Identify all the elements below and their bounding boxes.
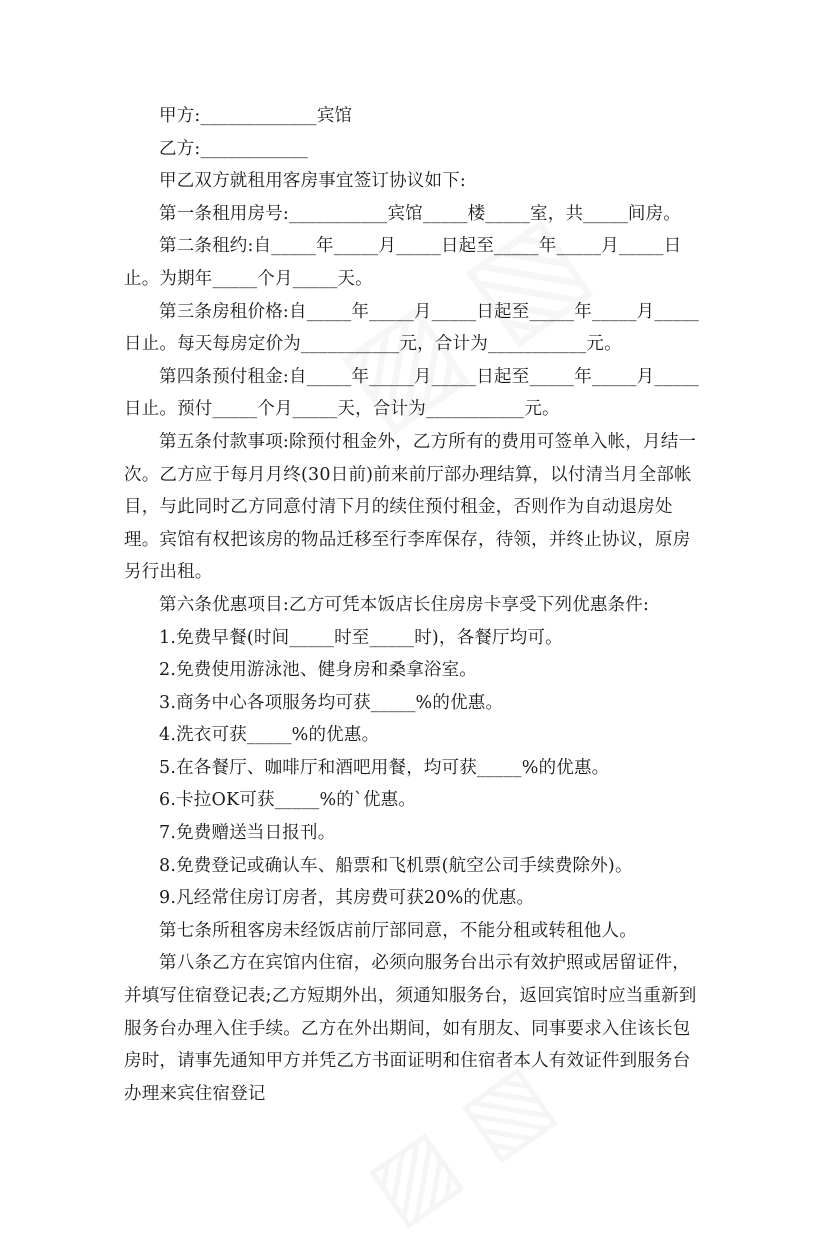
agreement-intro: 甲乙双方就租用客房事宜签订协议如下: bbox=[159, 171, 466, 192]
benefit-item: 9.凡经常住房订房者，其房费可获20%的优惠。 bbox=[159, 888, 535, 909]
article-5: 第五条付款事项:除预付租金外，乙方所有的费用可签单入帐，月结一次。乙方应于每月月终(30日前)前来前厅部办理结算，以付清当月全部帐目，与此同时乙方同意付清下月的续住预付租金，否则作为自动退房处理。宾馆有权把该房的物品迁移至行李库保存，待领，并终止协议，原房另行出租。 bbox=[124, 431, 697, 583]
party-b-line: 乙方:____________ bbox=[159, 138, 308, 159]
document-body bbox=[124, 100, 700, 1110]
article-7: 第七条所租客房未经饭店前厅部同意，不能分租或转租他人。 bbox=[159, 920, 637, 941]
article-8: 第八条乙方在宾馆内住宿，必须向服务台出示有效护照或居留证件，并填写住宿登记表;乙方短期外出，须通知服务台，返回宾馆时应当重新到服务台办理入住手续。乙方在外出期间，如有朋友、同事要求入住该长包房时，请事先通知甲方并凭乙方书面证明和住宿者本人有效证件到服务台办理来宾住宿登记 bbox=[124, 953, 697, 1104]
article-3: 第三条房租价格:自_____年_____月_____日起至_____年_____月_____日止。每天每房定价为___________元，合计为___________元。 bbox=[124, 301, 700, 355]
benefit-item: 6.卡拉OK可获_____%的`优惠。 bbox=[159, 790, 417, 811]
benefit-item: 8.免费登记或确认车、船票和飞机票(航空公司手续费除外)。 bbox=[159, 855, 633, 876]
benefit-item: 3.商务中心各项服务均可获_____%的优惠。 bbox=[159, 692, 504, 713]
benefit-item: 5.在各餐厅、咖啡厅和酒吧用餐，均可获_____%的优惠。 bbox=[159, 757, 610, 778]
benefit-item: 7.免费赠送当日报刊。 bbox=[159, 823, 336, 844]
benefit-item: 2.免费使用游泳池、健身房和桑拿浴室。 bbox=[159, 660, 477, 681]
benefit-item: 1.免费早餐(时间_____时至_____时)，各餐厅均可。 bbox=[159, 627, 563, 648]
article-6: 第六条优惠项目:乙方可凭本饭店长住房房卡享受下列优惠条件: bbox=[159, 594, 650, 615]
benefit-item: 4.洗衣可获_____%的优惠。 bbox=[159, 725, 380, 746]
article-1: 第一条租用房号:___________宾馆_____楼_____室，共_____间房。 bbox=[159, 203, 681, 224]
party-a-line: 甲方:_____________宾馆 bbox=[159, 106, 353, 126]
article-4: 第四条预付租金:自_____年_____月_____日起至_____年_____月_____日止。预付_____个月_____天，合计为___________元。 bbox=[124, 366, 700, 420]
article-2: 第二条租约:自_____年_____月_____日起至_____年_____月_____日止。为期年_____个月_____天。 bbox=[124, 236, 682, 289]
